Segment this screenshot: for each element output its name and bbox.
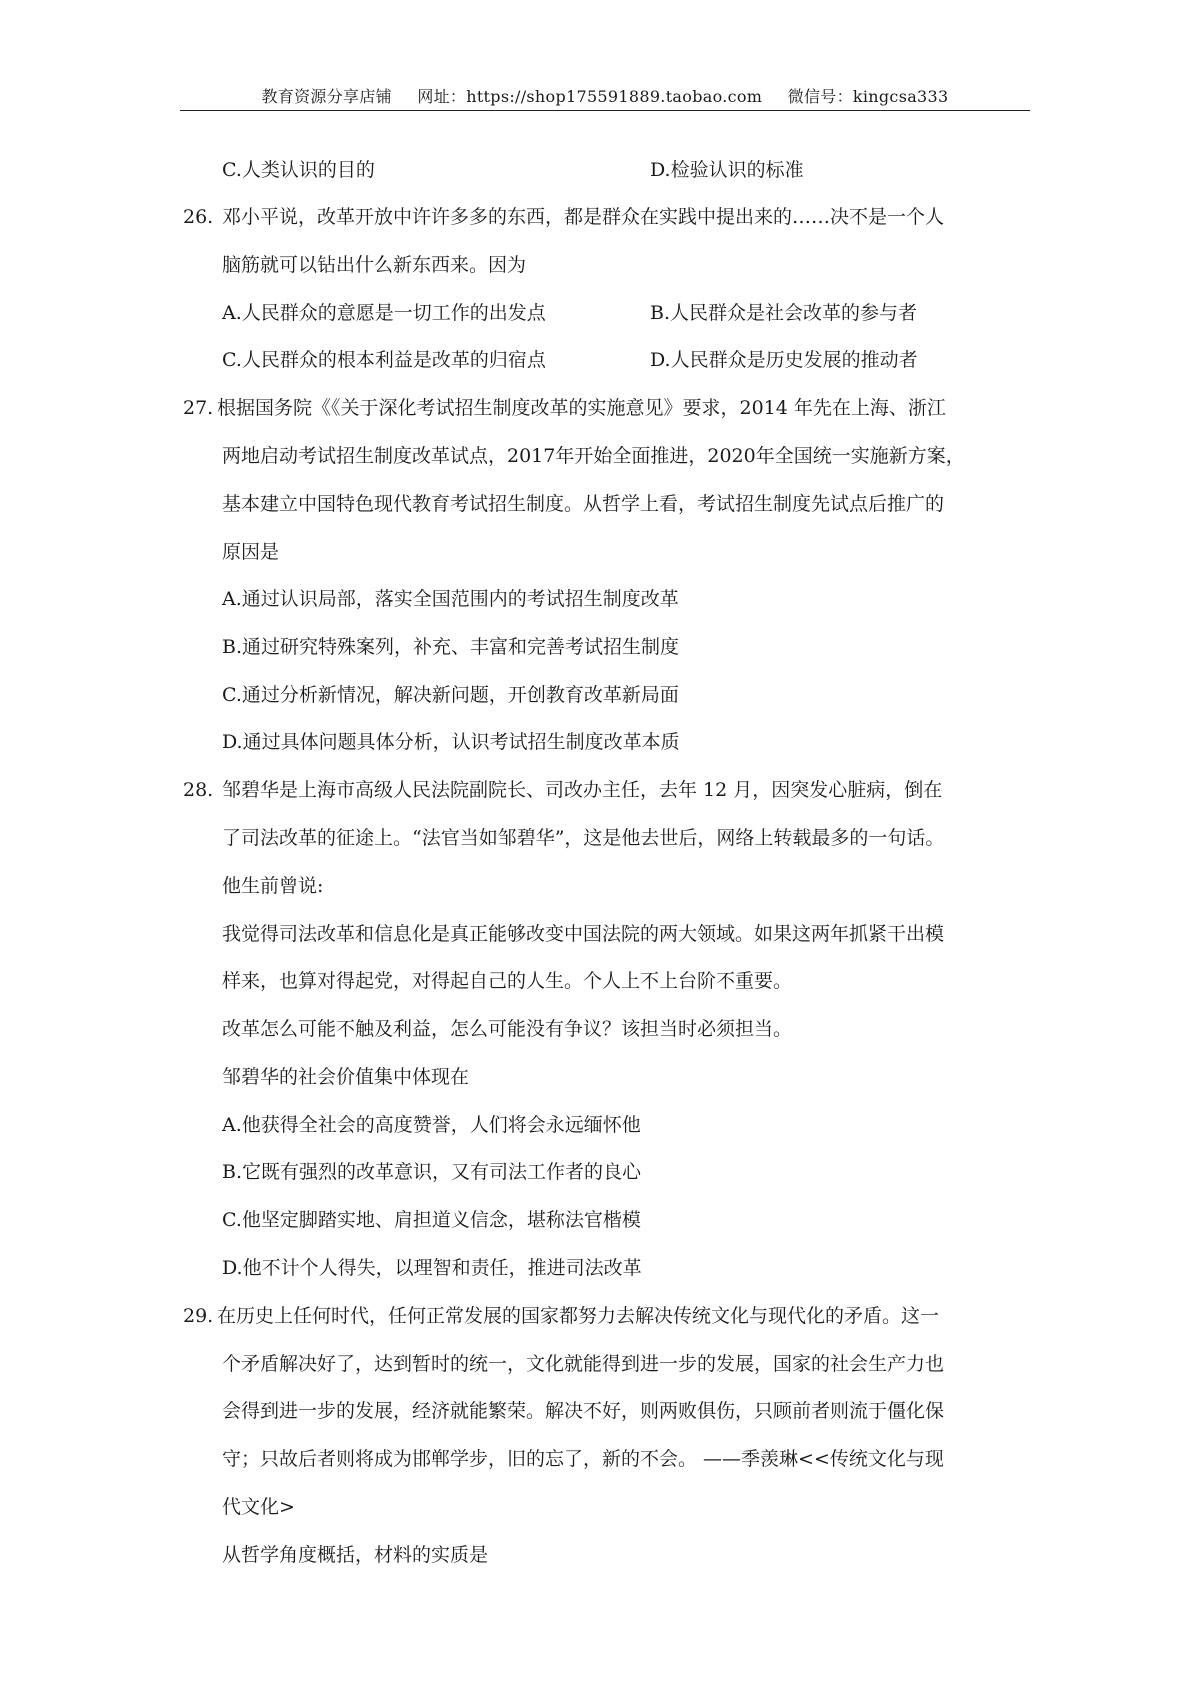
q25-option-c: C.人类认识的目的 [222,159,375,181]
q28-question: 邹碧华的社会价值集中体现在 [222,1066,470,1088]
header-url: 网址：https://shop175591889.taobao.com [417,87,763,106]
q28-quote-line3: 改革怎么可能不触及利益，怎么可能没有争议？该担当时必须担当。 [222,1018,793,1040]
q29-stem-line3: 会得到进一步的发展，经济就能繁荣。解决不好，则两败俱伤，只顾前者则流于僵化保 [222,1400,945,1422]
q27-stem-line2: 两地启动考试招生制度改革试点，2017年开始全面推进，2020年全国统一实施新方案， [222,445,965,467]
q26-number: 26. [183,206,214,228]
q27-option-b: B.通过研究特殊案列，补充、丰富和完善考试招生制度 [222,636,680,658]
q25-option-d: D.检验认识的标准 [650,159,804,181]
q29-stem-line5: 代文化> [222,1496,295,1518]
q29-stem-line2: 个矛盾解决好了，达到暂时的统一，文化就能得到进一步的发展，国家的社会生产力也 [222,1353,945,1375]
q28-stem-line2: 了司法改革的征途上。“法官当如邹碧华”，这是他去世后，网络上转载最多的一句话。 [222,827,945,849]
q28-option-c: C.他坚定脚踏实地、肩担道义信念，堪称法官楷模 [222,1209,641,1231]
page-header [180,84,1030,107]
q27-stem-line3: 基本建立中国特色现代教育考试招生制度。从哲学上看，考试招生制度先试点后推广的 [222,493,945,515]
q28-option-b: B.它既有强烈的改革意识，又有司法工作者的良心 [222,1161,642,1183]
q26-option-c: C.人民群众的根本利益是改革的归宿点 [222,349,546,371]
q29-number: 29. [183,1305,214,1327]
header-shop: 教育资源分享店铺 [261,87,392,106]
q28-option-d: D.他不计个人得失，以理智和责任，推进司法改革 [222,1257,642,1279]
q26-option-d: D.人民群众是历史发展的推动者 [650,349,918,371]
header-wechat: 微信号：kingcsa333 [787,87,949,106]
q28-stem-line3: 他生前曾说: [222,875,324,897]
q29-stem-line4: 守；只故后者则将成为邯郸学步，旧的忘了，新的不会。 ——季羡琳<<传统文化与现 [222,1448,944,1470]
q28-number: 28. [183,779,214,801]
q26-option-a: A.人民群众的意愿是一切工作的出发点 [222,302,546,324]
q27-option-a: A.通过认识局部，落实全国范围内的考试招生制度改革 [222,588,679,610]
header-divider [180,110,1030,111]
q29-question: 从哲学角度概括，材料的实质是 [222,1544,489,1566]
q26-stem-line1: 邓小平说，改革开放中许许多多的东西，都是群众在实践中提出来的……决不是一个人 [222,206,945,228]
q29-stem-line1: 在历史上任何时代，任何正常发展的国家都努力去解决传统文化与现代化的矛盾。这一 [217,1305,940,1327]
q28-stem-line1: 邹碧华是上海市高级人民法院副院长、司改办主任，去年 12 月，因突发心脏病，倒在 [222,779,943,801]
q26-option-b: B.人民群众是社会改革的参与者 [650,302,918,324]
q28-option-a: A.他获得全社会的高度赞誉，人们将会永远缅怀他 [222,1114,641,1136]
q26-stem-line2: 脑筋就可以钻出什么新东西来。因为 [222,254,527,276]
q27-stem-line1: 根据国务院《《关于深化考试招生制度改革的实施意见》要求，2014 年先在上海、浙江 [217,397,946,419]
q27-option-c: C.通过分析新情况，解决新问题，开创教育改革新局面 [222,684,679,706]
q28-quote-line1: 我觉得司法改革和信息化是真正能够改变中国法院的两大领域。如果这两年抓紧干出模 [222,923,945,945]
q27-number: 27. [183,397,214,419]
q27-option-d: D.通过具体问题具体分析，认识考试招生制度改革本质 [222,731,680,753]
q28-quote-line2: 样来，也算对得起党，对得起自己的人生。个人上不上台阶不重要。 [222,970,793,992]
q27-stem-line4: 原因是 [222,541,280,563]
